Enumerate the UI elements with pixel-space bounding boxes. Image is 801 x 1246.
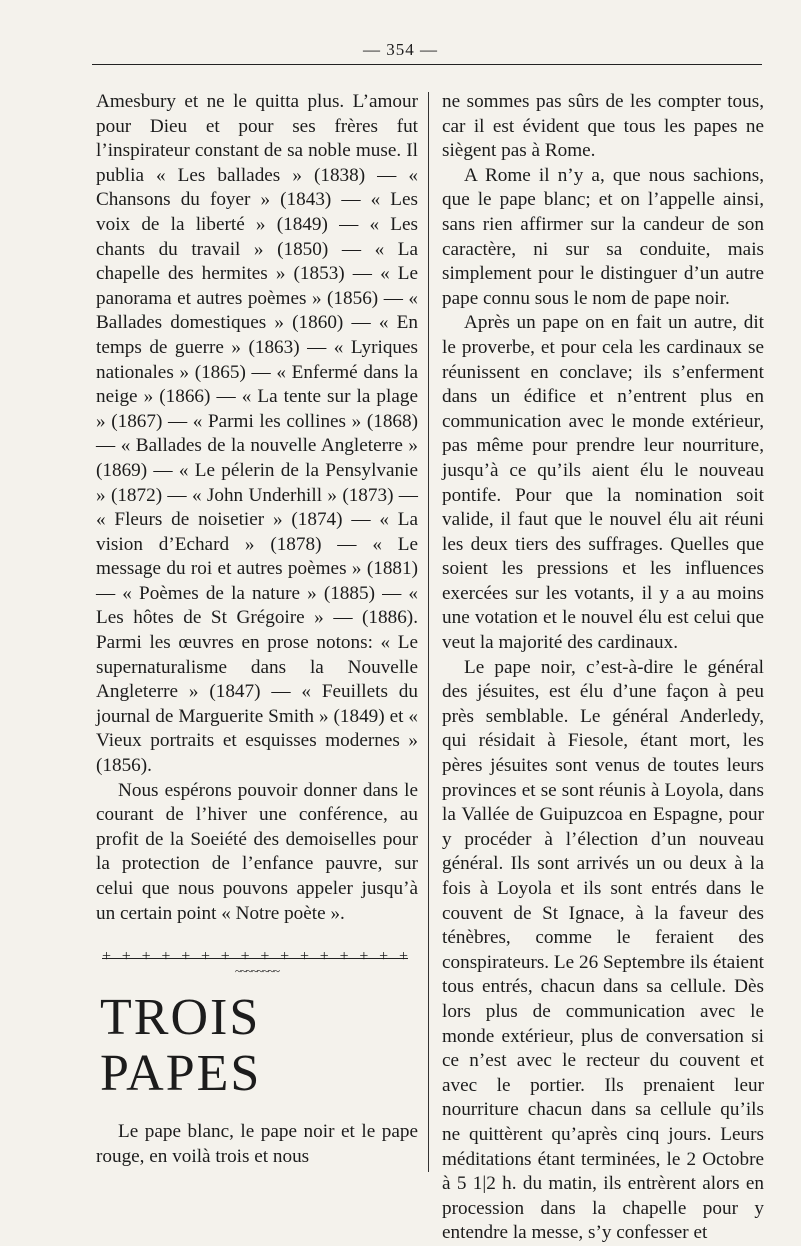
- body-paragraph: Après un pape on en fait un autre, dit le proverbe, et pour cela les cardinaux se réunissent en conclave; ils s’enferment dans un édifice et n’entrent plus en communication avec le monde extérieur, pas même pour prendre leur nourriture, jusqu’à ce qu’ils aient élu le nouveau pontife. Pour que la nomination soit valide, il faut que le nouvel élu ait réuni les deux tiers des suffrages. Quelles que soient les pressions et les influences exercées sur les votants, il y a au moins une votation et le nouvel élu est celui que veut la majorité des cardinaux.: [442, 312, 764, 654]
- section-paragraph: Le pape blanc, le pape noir et le pape rouge, en voilà trois et nous: [96, 1121, 418, 1167]
- divider-cross-marks: + + + + + + + + + + + + + + + +: [102, 948, 408, 966]
- body-paragraph: Le pape noir, c’est-à-dire le général des jésuites, est élu d’une façon à peu près semblable. Le général Anderledy, qui résidait à Fiesole, étant mort, les pères jésuites sont venus de toutes leurs provinces et se sont réunis à Loyola, dans la Vallée de Guipuzcoa en Espagne, pour y procéder à l’élection d’un nouveau général. Ils sont arrivés un ou deux à la fois à Loyola et ils sont entrés dans le couvent de St Ignace, à la faveur des ténèbres, comme le feraient des conspirateurs. Le 26 Septembre ils étaient tous entrés, chacun dans sa cellule. Dès lors plus de communication avec le monde extérieur, plus de conversation si ce n’est avec le recteur du couvent et avec le portier. Ils prenaient leur nourriture chacun dans sa cellule qu’ils ne quittèrent qu’après cinq jours. Leurs méditations étant terminées, le 2 Octobre à 5 1|2 h. du matin, ils entrèrent alors en procession dans la chapelle pour y entendre la messe, s’y confesser et: [442, 656, 764, 1244]
- divider-flourish: ~~~~~~~~: [235, 964, 279, 979]
- body-paragraph: Amesbury et ne le quitta plus. L’amour pour Dieu et pour ses frères fut l’inspirateur constant de sa noble muse. Il publia « Les ballades » (1838) — « Chansons du foyer » (1843) — « Les voix de la liberté » (1849) — « Les chants du travail » (1850) — « La chapelle des hermites » (1853) — « Le panorama et autres poèmes » (1856) — « Ballades domestiques » (1860) — « En temps de guerre » (1863) — « Lyriques nationales » (1865) — « Enfermé dans la neige » (1866) — « La tente sur la plage » (1867) — « Parmi les collines » (1868) — « Ballades de la nouvelle Angleterre » (1869) — « Le pélerin de la Pensylvanie » (1872) — « John Underhill » (1873) — « Fleurs de noisetier » (1874) — « La vision d’Echard » (1878) — « Le message du roi et autres poèmes » (1881) — « Poèmes de la nature » (1885) — « Les hôtes de St Grégoire » — (1886). Parmi les œuvres en prose notons: « Le supernaturalisme dans la Nouvelle Angleterre » (1847) — « Feuillets du journal de Marguerite Smith » (1849) et « Vieux portraits et esquisses modernes » (1856).: [96, 91, 418, 777]
- ornamental-divider: [102, 948, 408, 966]
- column-divider: [428, 92, 429, 1172]
- body-paragraph: A Rome il n’y a, que nous sachions, que le pape blanc; et on l’appelle ainsi, sans rien affirmer sur la candeur de son caractère, ni sur sa conduite, mais simplement pour le distinguer d’un autre pape connu sous le nom de pape noir.: [442, 164, 764, 309]
- header-rule: [92, 64, 762, 65]
- body-paragraph: ne sommes pas sûrs de les compter tous, car il est évident que tous les papes ne siègent pas à Rome.: [442, 91, 764, 162]
- left-column: [96, 90, 418, 1169]
- section-title: TROIS PAPES: [100, 989, 262, 1103]
- page-number: — 354 —: [363, 40, 438, 59]
- body-paragraph: Nous espérons pouvoir donner dans le courant de l’hiver une conférence, au profit de la Soeiété des demoiselles pour la protection de l’enfance pauvre, sur celui que nous pouvons appeler jusqu’à un certain point « Notre poète ».: [96, 779, 418, 924]
- right-column: [442, 90, 764, 1246]
